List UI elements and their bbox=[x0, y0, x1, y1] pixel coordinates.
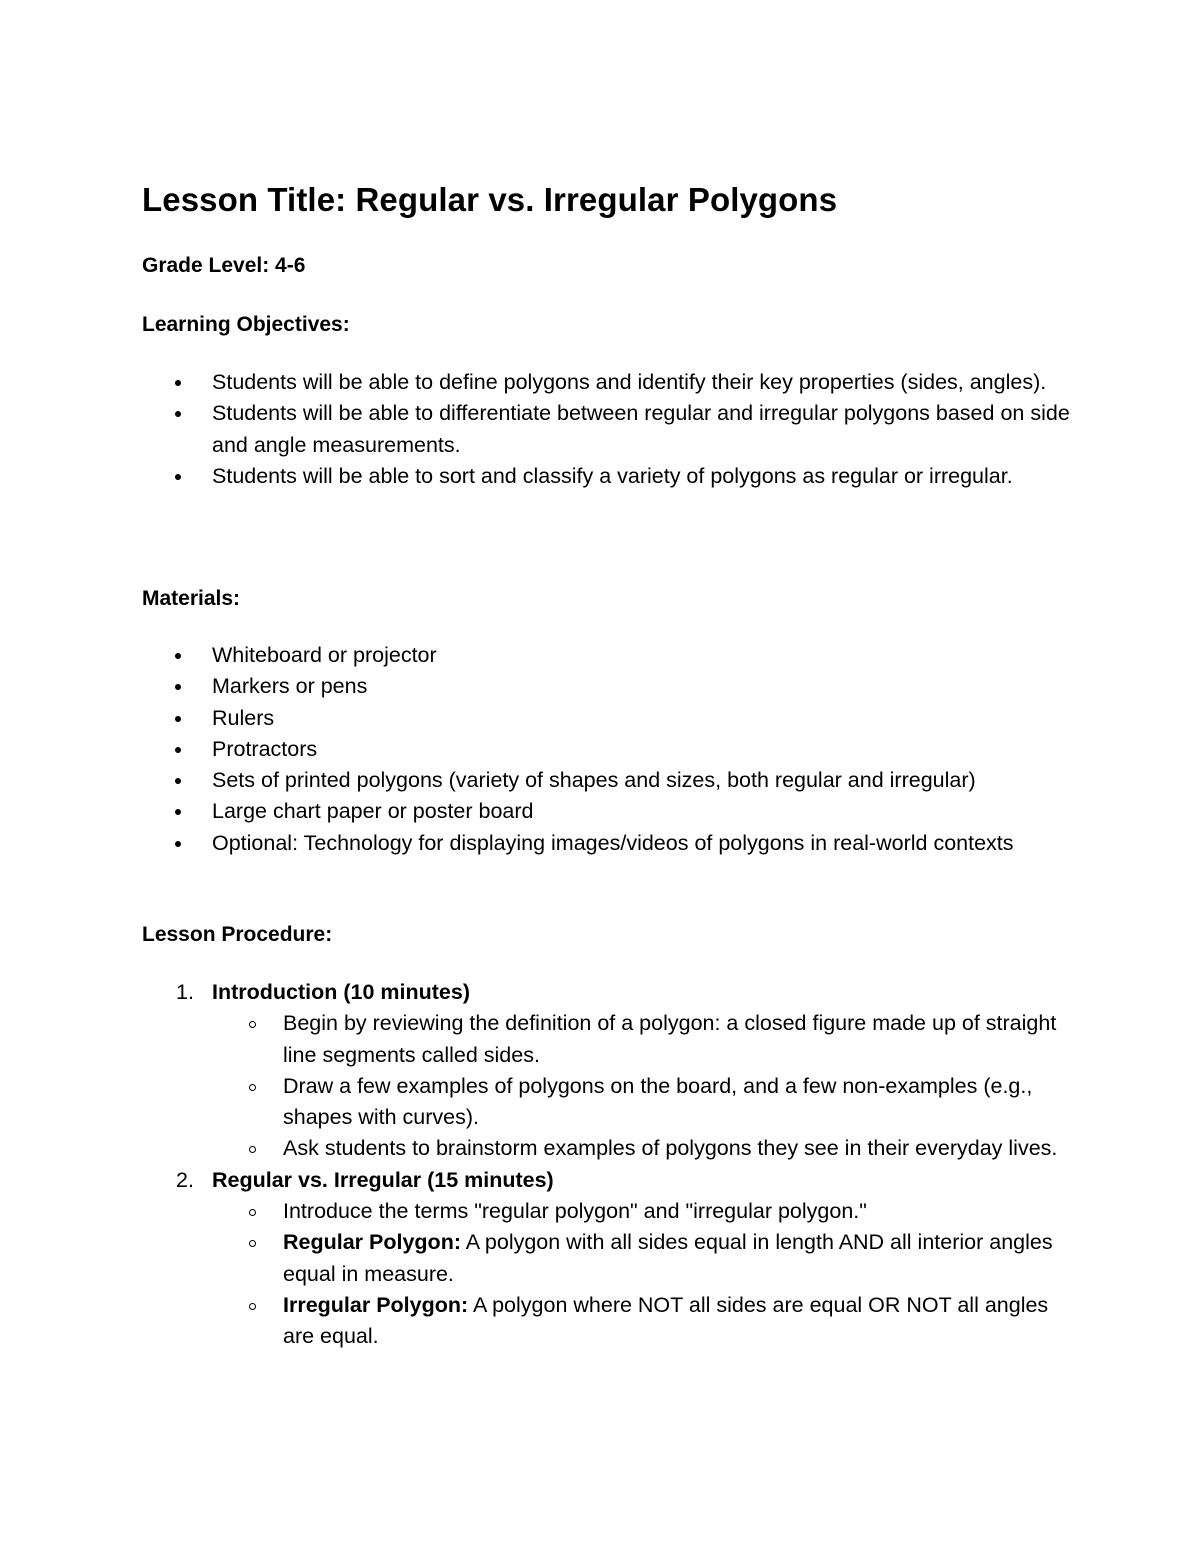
procedure-step bbox=[142, 1165, 1072, 1353]
objectives-list bbox=[142, 367, 1072, 492]
lesson-title: Lesson Title: Regular vs. Irregular Polygons bbox=[142, 181, 838, 218]
procedure-step bbox=[142, 977, 1072, 1165]
procedure-heading: Lesson Procedure: bbox=[142, 923, 333, 946]
list-item: Students will be able to sort and classify a variety of polygons as regular or irregular. bbox=[142, 461, 1072, 492]
bullet-icon bbox=[175, 809, 181, 815]
hollow-bullet-icon bbox=[249, 1303, 256, 1310]
bullet-icon bbox=[175, 778, 181, 784]
hollow-bullet-icon bbox=[249, 1209, 256, 1216]
list-item: Large chart paper or poster board bbox=[142, 796, 1072, 827]
bullet-icon bbox=[175, 684, 181, 690]
step-title: Introduction (10 minutes) bbox=[212, 980, 470, 1004]
step-substeps bbox=[142, 1196, 1072, 1352]
list-item: Sets of printed polygons (variety of shapes and sizes, both regular and irregular) bbox=[142, 765, 1072, 796]
bullet-icon bbox=[175, 747, 181, 753]
grade-level: Grade Level: 4-6 bbox=[142, 254, 306, 277]
list-item: Protractors bbox=[142, 734, 1072, 765]
list-item: Whiteboard or projector bbox=[142, 640, 1072, 671]
list-item: Students will be able to define polygons and identify their key properties (sides, angles). bbox=[142, 367, 1072, 398]
list-item: Markers or pens bbox=[142, 671, 1072, 702]
objectives-heading: Learning Objectives: bbox=[142, 313, 350, 336]
list-item: Irregular Polygon: A polygon where NOT all sides are equal OR NOT all angles are equal. bbox=[142, 1290, 1072, 1353]
bullet-icon bbox=[175, 841, 181, 847]
bullet-icon bbox=[175, 474, 181, 480]
hollow-bullet-icon bbox=[249, 1084, 256, 1091]
hollow-bullet-icon bbox=[249, 1240, 256, 1247]
step-title: Regular vs. Irregular (15 minutes) bbox=[212, 1167, 554, 1192]
list-item: Introduce the terms "regular polygon" and "irregular polygon." bbox=[142, 1196, 1072, 1227]
bullet-icon bbox=[175, 653, 181, 659]
list-item: Regular Polygon: A polygon with all sides equal in length AND all interior angles equal in measure. bbox=[142, 1227, 1072, 1290]
list-item: Ask students to brainstorm examples of polygons they see in their everyday lives. bbox=[142, 1133, 1072, 1164]
hollow-bullet-icon bbox=[249, 1021, 256, 1028]
list-item: Optional: Technology for displaying images/videos of polygons in real-world contexts bbox=[142, 828, 1072, 859]
bullet-icon bbox=[175, 716, 181, 722]
bullet-icon bbox=[175, 380, 181, 386]
document-page bbox=[142, 170, 1072, 1349]
bullet-icon bbox=[175, 411, 181, 417]
materials-list bbox=[142, 640, 1072, 859]
step-number: 1. bbox=[176, 980, 194, 1004]
procedure-steps bbox=[142, 977, 1072, 1353]
hollow-bullet-icon bbox=[249, 1146, 256, 1153]
list-item: Rulers bbox=[142, 703, 1072, 734]
list-item: Draw a few examples of polygons on the board, and a few non-examples (e.g., shapes with curves). bbox=[142, 1071, 1072, 1134]
list-item: Begin by reviewing the definition of a polygon: a closed figure made up of straight line segments called sides. bbox=[142, 1008, 1072, 1071]
list-item: Students will be able to differentiate between regular and irregular polygons based on side and angle measurements. bbox=[142, 398, 1072, 461]
step-number: 2. bbox=[176, 1167, 194, 1192]
step-substeps bbox=[142, 1008, 1072, 1164]
materials-heading: Materials: bbox=[142, 587, 241, 610]
